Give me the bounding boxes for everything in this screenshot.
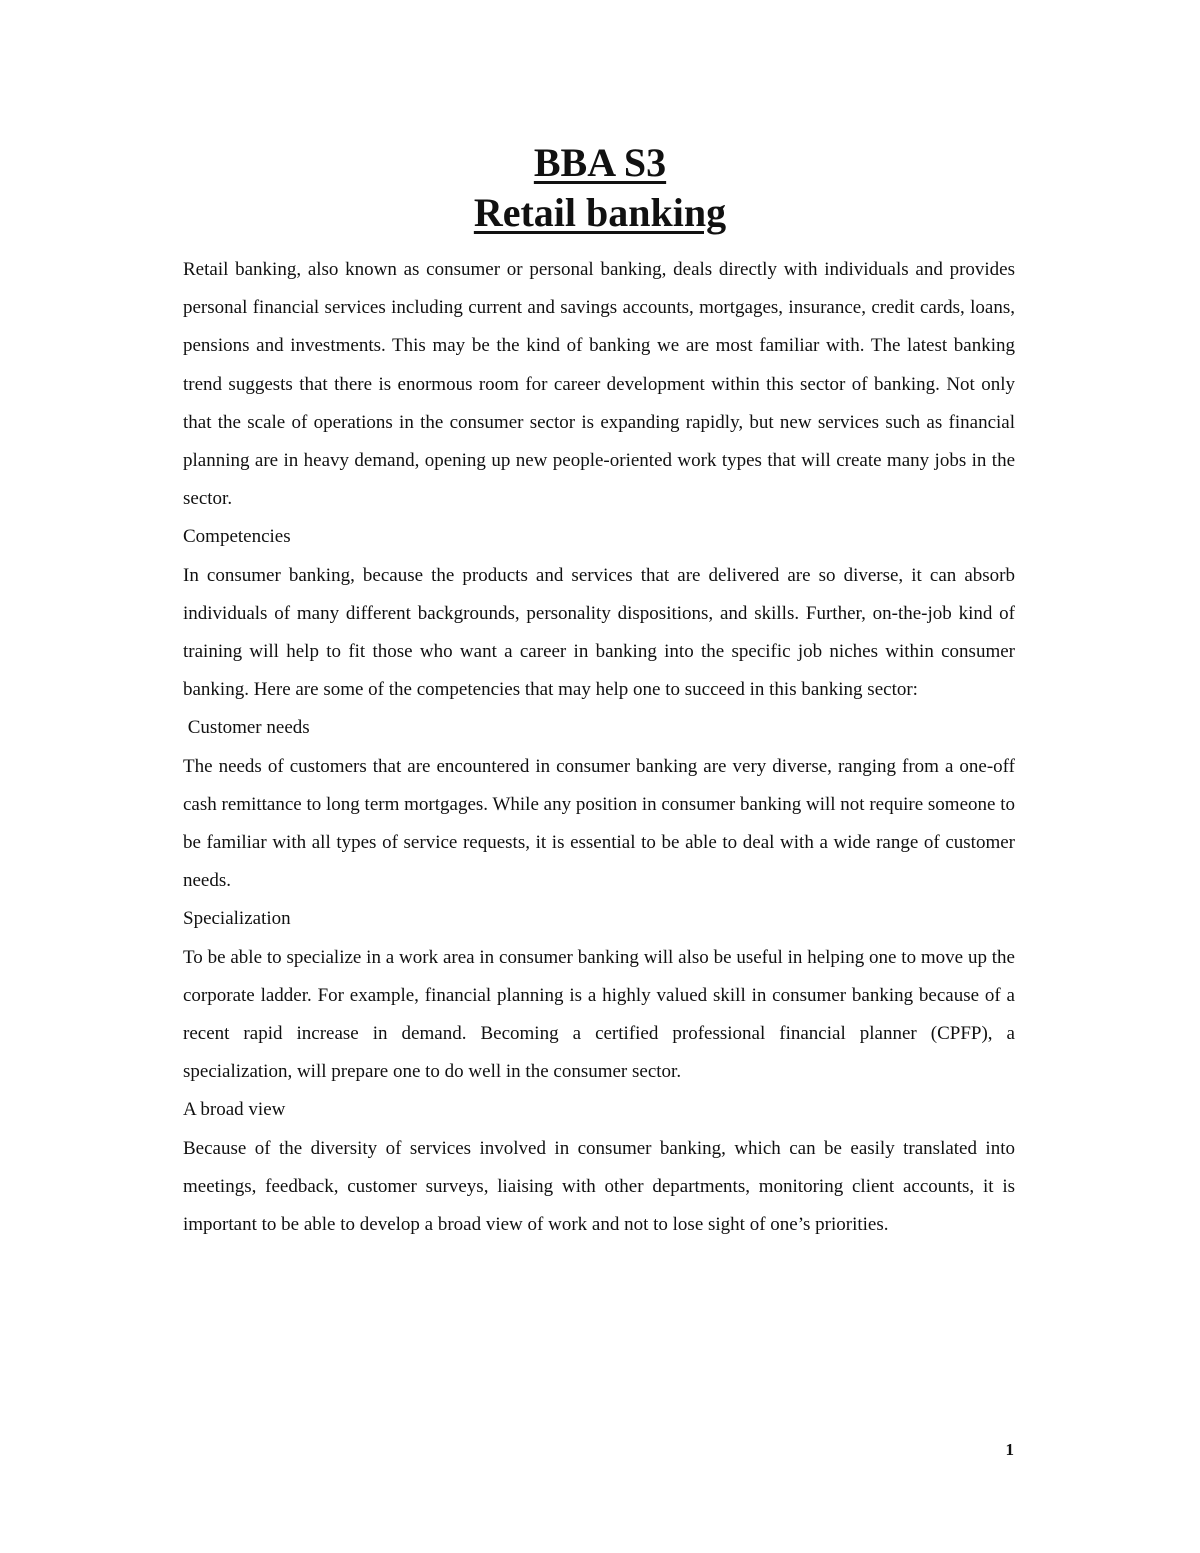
section-heading-customer-needs: Customer needs	[183, 717, 310, 739]
title-block	[0, 138, 1200, 238]
section-heading-competencies: Competencies	[183, 526, 291, 548]
document-title-course: BBA S3	[533, 140, 667, 185]
section-heading-broad-view: A broad view	[183, 1099, 286, 1121]
document-body	[183, 251, 1015, 1244]
section-heading-specialization: Specialization	[183, 908, 291, 930]
section-body-customer-needs: The needs of customers that are encountered in consumer banking are very diverse, ranging from a one-off cash remittance to long term mortgages. While any position in consumer banking will not require someone to be familiar with all types of service requests, it is essential to be able to deal with a wide range of customer needs.	[183, 755, 1015, 892]
intro-paragraph: Retail banking, also known as consumer or personal banking, deals directly with individuals and provides personal financial services including current and savings accounts, mortgages, insurance, credit cards, loans, pensions and investments. This may be the kind of banking we are most familiar with. The latest banking trend suggests that there is enormous room for career development within this sector of banking. Not only that the scale of operations in the consumer sector is expanding rapidly, but new services such as financial planning are in heavy demand, opening up new people-oriented work types that will create many jobs in the sector.	[183, 259, 1015, 510]
section-body-broad-view: Because of the diversity of services involved in consumer banking, which can be easily translated into meetings, feedback, customer surveys, liaising with other departments, monitoring client accounts, it is important to be able to develop a broad view of work and not to lose sight of one’s priorities.	[183, 1137, 1015, 1236]
section-body-competencies: In consumer banking, because the products and services that are delivered are so diverse, it can absorb individuals of many different backgrounds, personality dispositions, and skills. Further, on-the-job kind of training will help to fit those who want a career in banking into the specific job niches within consumer banking. Here are some of the competencies that may help one to succeed in this banking sector:	[183, 564, 1015, 701]
page-number: 1	[1005, 1440, 1014, 1459]
document-title-subject: Retail banking	[473, 190, 727, 235]
section-body-specialization: To be able to specialize in a work area in consumer banking will also be useful in helping one to move up the corporate ladder. For example, financial planning is a highly valued skill in consumer banking because of a recent rapid increase in demand. Becoming a certified professional financial planner (CPFP), a specialization, will prepare one to do well in the consumer sector.	[183, 946, 1015, 1083]
